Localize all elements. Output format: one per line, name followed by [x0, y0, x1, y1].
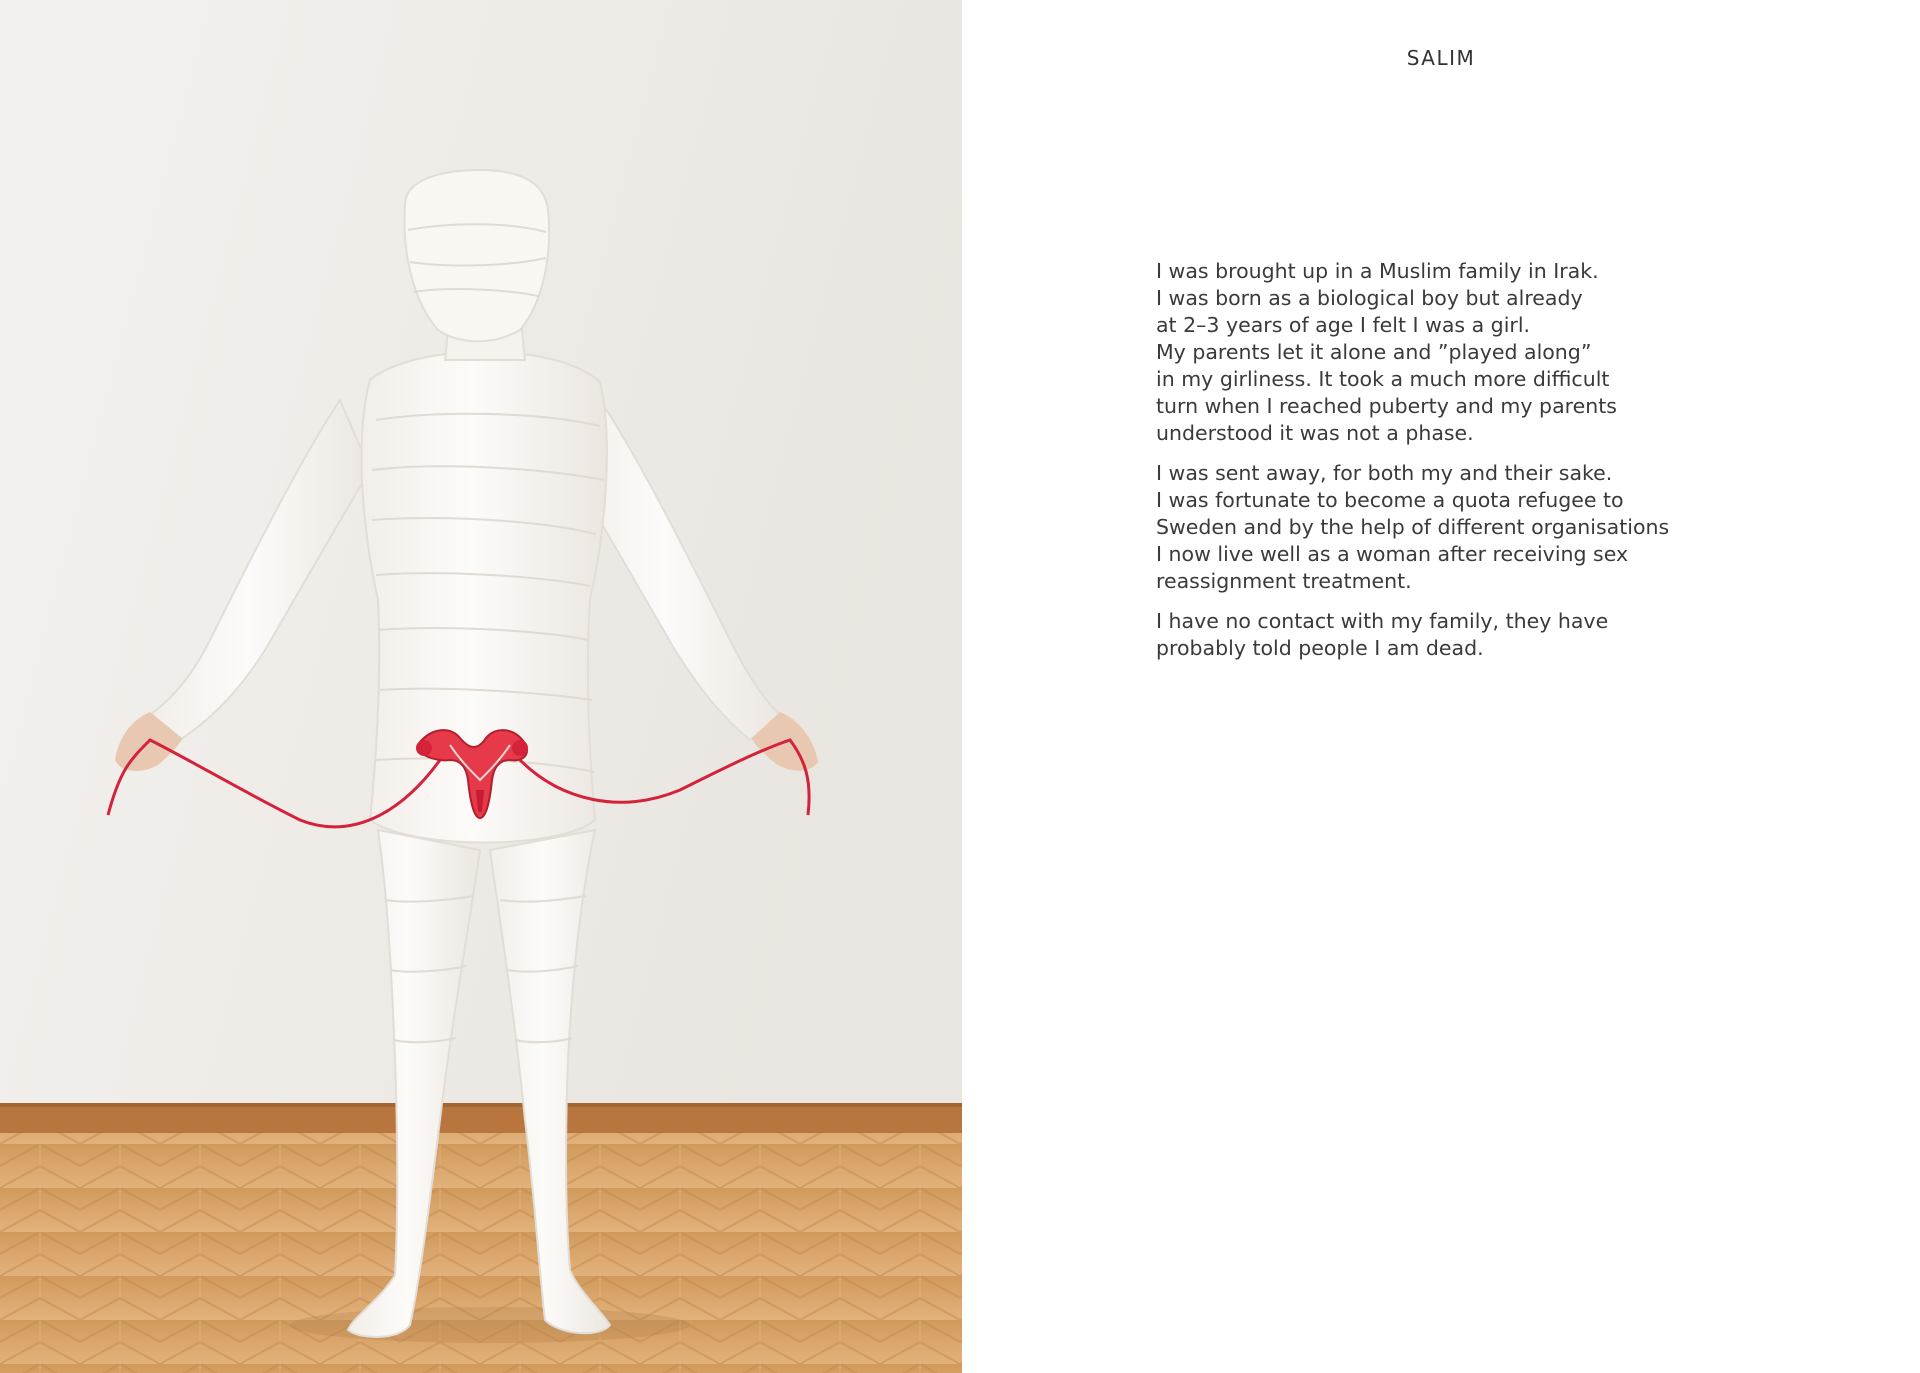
text-line: My parents let it alone and ”played along” [1156, 340, 1592, 364]
text-line: I was brought up in a Muslim family in Irak. [1156, 259, 1599, 283]
text-page [962, 0, 1920, 1373]
text-line: at 2–3 years of age I felt I was a girl. [1156, 313, 1531, 337]
text-line: I have no contact with my family, they have [1156, 609, 1609, 633]
paragraph [1156, 258, 1856, 447]
text-line: reassignment treatment. [1156, 569, 1412, 593]
text-line: I was fortunate to become a quota refugee to [1156, 488, 1624, 512]
text-line: understood it was not a phase. [1156, 421, 1474, 445]
skirting-board [0, 1103, 962, 1133]
page-title: SALIM [1406, 46, 1476, 70]
text-line: I was born as a biological boy but already [1156, 286, 1583, 310]
paragraph [1156, 608, 1856, 662]
text-line: I now live well as a woman after receiving sex [1156, 542, 1629, 566]
text-line: probably told people I am dead. [1156, 636, 1484, 660]
text-line: Sweden and by the help of different organisations [1156, 515, 1670, 539]
text-line: in my girliness. It took a much more difficult [1156, 367, 1610, 391]
text-line: turn when I reached puberty and my parents [1156, 394, 1617, 418]
story-text [1156, 258, 1856, 675]
paragraph [1156, 460, 1856, 595]
text-line: I was sent away, for both my and their sake. [1156, 461, 1613, 485]
